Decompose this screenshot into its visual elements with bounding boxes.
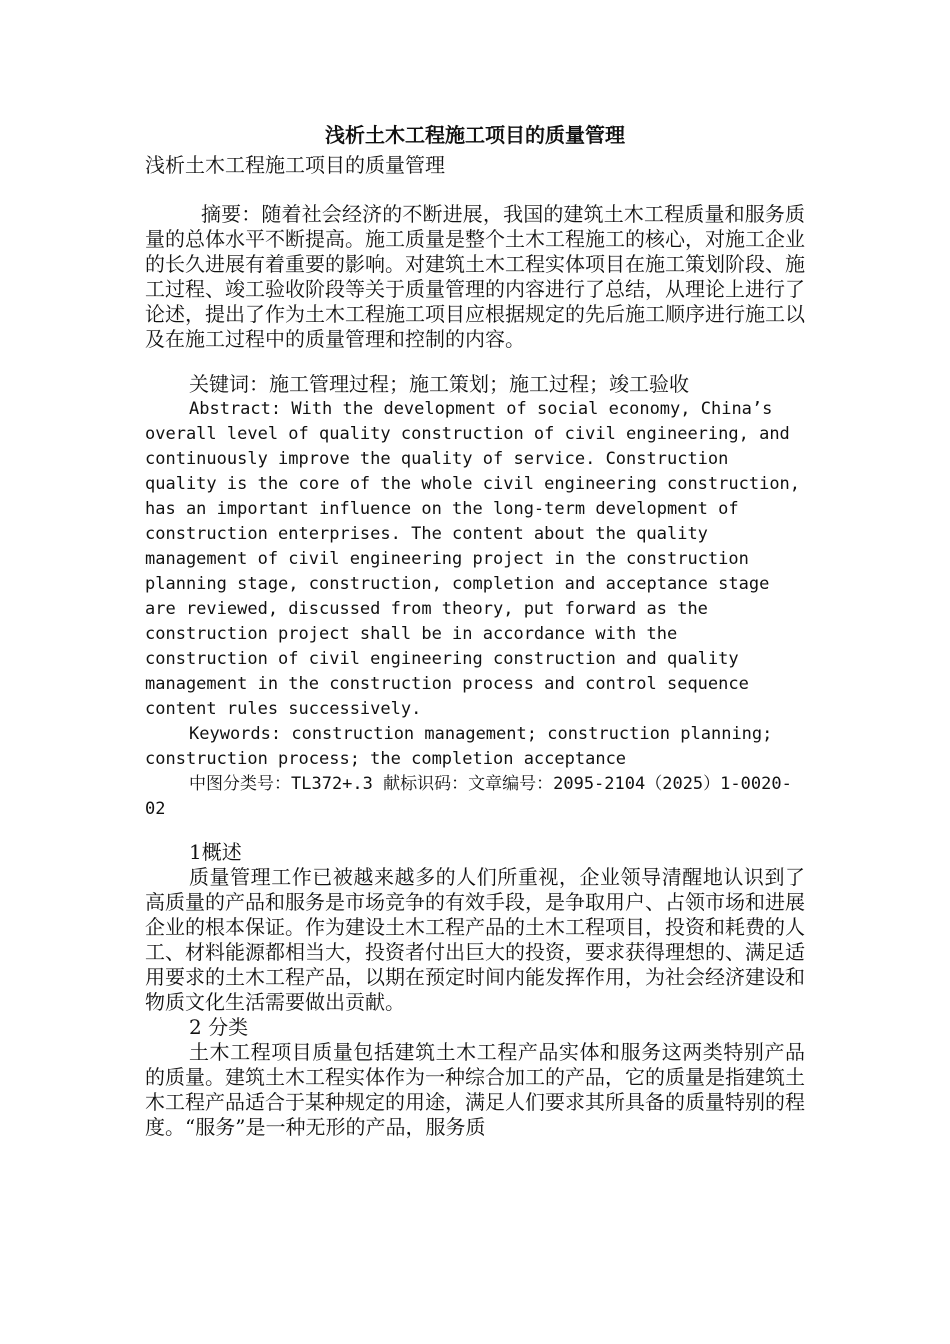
section2-body: 土木工程项目质量包括建筑土木工程产品实体和服务这两类特别产品的质量。建筑土木工程实体作为一种综合加工的产品，它的质量是指建筑土木工程产品适合于某种规定的用途，满足人们要求其所具备的质量特别的程度。“服务”是一种无形的产品，服务质 bbox=[145, 1040, 805, 1139]
abstract-en: Abstract: With the development of social economy, China’s overall level of quality construction of civil engineering, and continuously improve the quality of service. Construction quality is the core of the whole civil engineering construction, has an important influence on the long-term development of construction enterprises. The content about the quality management of civil engineering project in the construction planning stage, construction, completion and acceptance stage are reviewed, discussed from theory, put forward as the construction project shall be in accordance with the construction of civil engineering construction and quality management in the construction process and control sequence content rules successively. bbox=[145, 399, 801, 719]
document-title: 浅析土木工程施工项目的质量管理 bbox=[325, 123, 625, 147]
abstract-cn: 摘要：随着社会经济的不断进展，我国的建筑土木工程质量和服务质量的总体水平不断提高。施工质量是整个土木工程施工的核心，对施工企业的长久进展有着重要的影响。对建筑土木工程实体项目在施工策划阶段、施工过程、竣工验收阶段等关于质量管理的内容进行了总结，从理论上进行了论述，提出了作为土木工程施工项目应根据规定的先后施工顺序进行施工以及在施工过程中的质量管理和控制的内容。 bbox=[145, 202, 805, 351]
document-subtitle: 浅析土木工程施工项目的质量管理 bbox=[145, 153, 445, 177]
section1-heading: 1概述 bbox=[189, 840, 242, 864]
section2-heading: 2 分类 bbox=[189, 1015, 249, 1039]
document-body bbox=[145, 120, 805, 1140]
section1-body: 质量管理工作已被越来越多的人们所重视，企业领导清醒地认识到了高质量的产品和服务是市场竞争的有效手段，是争取用户、占领市场和进展企业的根本保证。作为建设土木工程产品的土木工程项目，投资和耗费的人工、材料能源都相当大，投资者付出巨大的投资，要求获得理想的、满足适用要求的土木工程产品，以期在预定时间内能发挥作用，为社会经济建设和物质文化生活需要做出贡献。 bbox=[145, 865, 805, 1014]
keywords-cn: 关键词：施工管理过程；施工策划；施工过程；竣工验收 bbox=[189, 372, 689, 396]
classification-line: 中图分类号：TL372+.3 献标识码：文章编号：2095-2104（2025）1-0020-02 bbox=[145, 774, 792, 819]
keywords-en: Keywords: construction management; construction planning; construction process; the completion acceptance bbox=[145, 724, 773, 769]
